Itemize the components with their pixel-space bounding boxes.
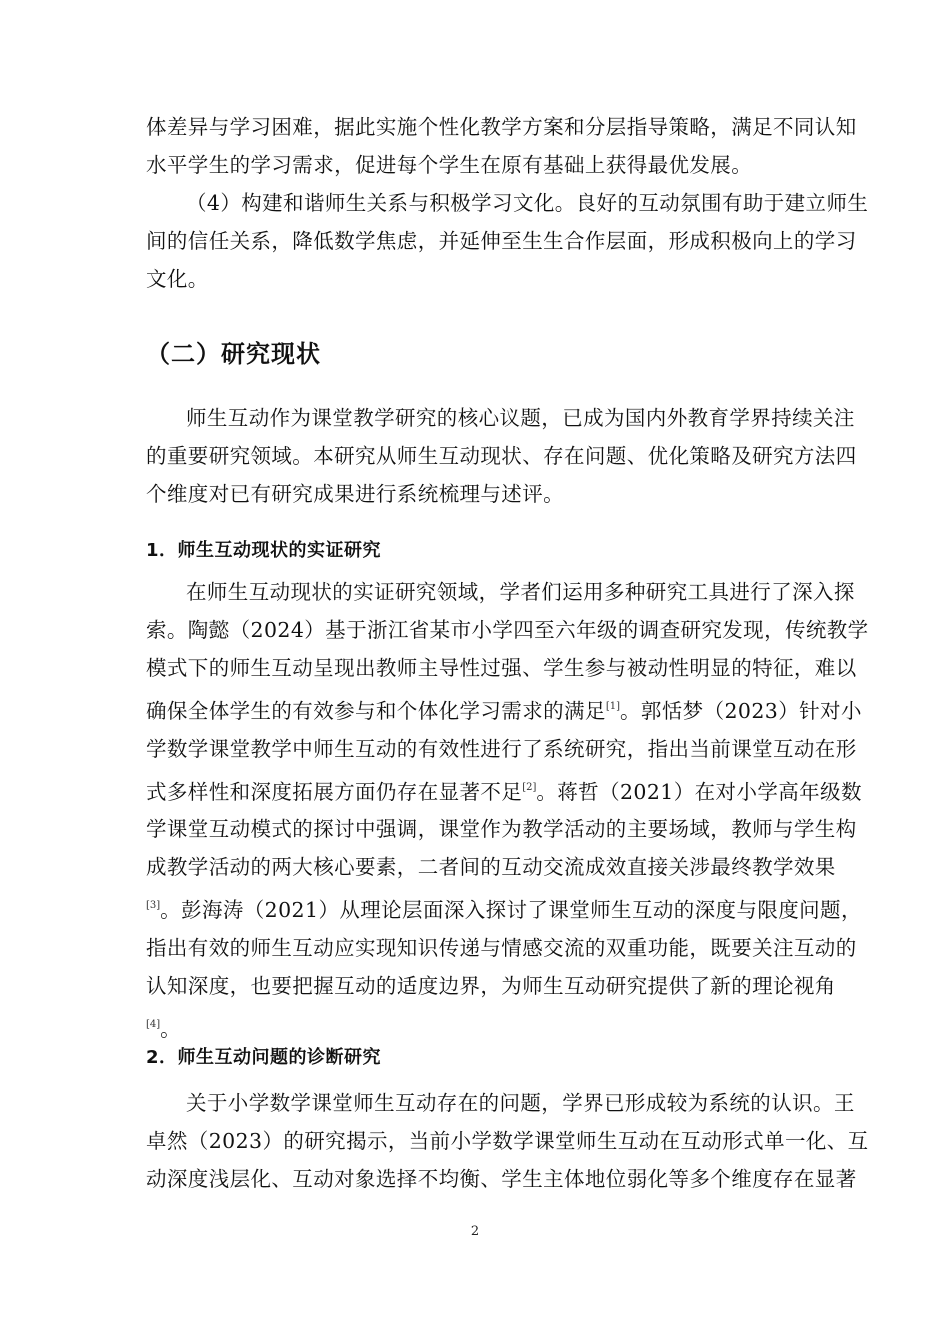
text-line: 卓然（2023）的研究揭示，当前小学数学课堂师生互动在互动形式单一化、互: [146, 1128, 869, 1153]
item-4-paragraph: [146, 185, 869, 299]
citation-ref: [3]: [146, 900, 161, 912]
text-line: [3]。彭海涛（2021）从理论层面深入探讨了课堂师生互动的深度与限度问题，: [146, 898, 862, 923]
text-line: [4]。: [146, 1016, 182, 1041]
text-line: 的重要研究领域。本研究从师生互动现状、存在问题、优化策略及研究方法四: [146, 443, 857, 468]
subsection-1-paragraph: [146, 574, 869, 1049]
text-line: 体差异与学习困难，据此实施个性化教学方案和分层指导策略，满足不同认知: [146, 115, 857, 139]
text-line: 在师生互动现状的实证研究领域，学者们运用多种研究工具进行了深入探: [186, 580, 855, 604]
text-line: 索。陶懿（2024）基于浙江省某市小学四至六年级的调查研究发现，传统教学: [146, 617, 869, 642]
text-line: 学数学课堂教学中师生互动的有效性进行了系统研究，指出当前课堂互动在形: [146, 736, 857, 761]
text-line: 指出有效的师生互动应实现知识传递与情感交流的双重功能，既要关注互动的: [146, 936, 857, 961]
subsection-2-paragraph: [146, 1085, 869, 1199]
text-line: 认知深度，也要把握互动的适度边界，为师生互动研究提供了新的理论视角: [146, 974, 836, 999]
text-line: 间的信任关系，降低数学焦虑，并延伸至生生合作层面，形成积极向上的学习: [146, 228, 857, 253]
continuation-paragraph: [146, 109, 857, 185]
text-line: 文化。: [146, 266, 209, 291]
text-line: （4）构建和谐师生关系与积极学习文化。良好的互动氛围有助于建立师生: [186, 191, 869, 215]
text-line: 水平学生的学习需求，促进每个学生在原有基础上获得最优发展。: [146, 152, 753, 177]
text-line: 关于小学数学课堂师生互动存在的问题，学界已形成较为系统的认识。王: [186, 1091, 855, 1115]
text-line: 动深度浅层化、互动对象选择不均衡、学生主体地位弱化等多个维度存在显著: [146, 1166, 857, 1191]
page-number: 2: [470, 1224, 480, 1239]
citation-ref: [2]: [522, 781, 537, 793]
citation-ref: [1]: [605, 700, 620, 712]
text-line: 师生互动作为课堂教学研究的核心议题，已成为国内外教育学界持续关注: [186, 406, 855, 430]
intro-paragraph: [146, 400, 857, 514]
text-line: 模式下的师生互动呈现出教师主导性过强、学生参与被动性明显的特征，难以: [146, 655, 857, 680]
text-line: 学课堂互动模式的探讨中强调，课堂作为教学活动的主要场域，教师与学生构: [146, 817, 857, 842]
text-line: 个维度对已有研究成果进行系统梳理与述评。: [146, 481, 564, 506]
text-line: 确保全体学生的有效参与和个体化学习需求的满足[1]。郭恬梦（2023）针对小: [146, 698, 862, 723]
section-heading: （二）研究现状: [146, 340, 321, 368]
text-line: 成教学活动的两大核心要素，二者间的互动交流成效直接关涉最终教学效果: [146, 855, 836, 880]
text-line: 式多样性和深度拓展方面仍存在显著不足[2]。蒋哲（2021）在对小学高年级数: [146, 779, 862, 804]
subsection-heading-2: 2．师生互动问题的诊断研究: [146, 1047, 382, 1068]
citation-ref: [4]: [146, 1018, 161, 1030]
subsection-heading-1: 1．师生互动现状的实证研究: [146, 540, 382, 561]
